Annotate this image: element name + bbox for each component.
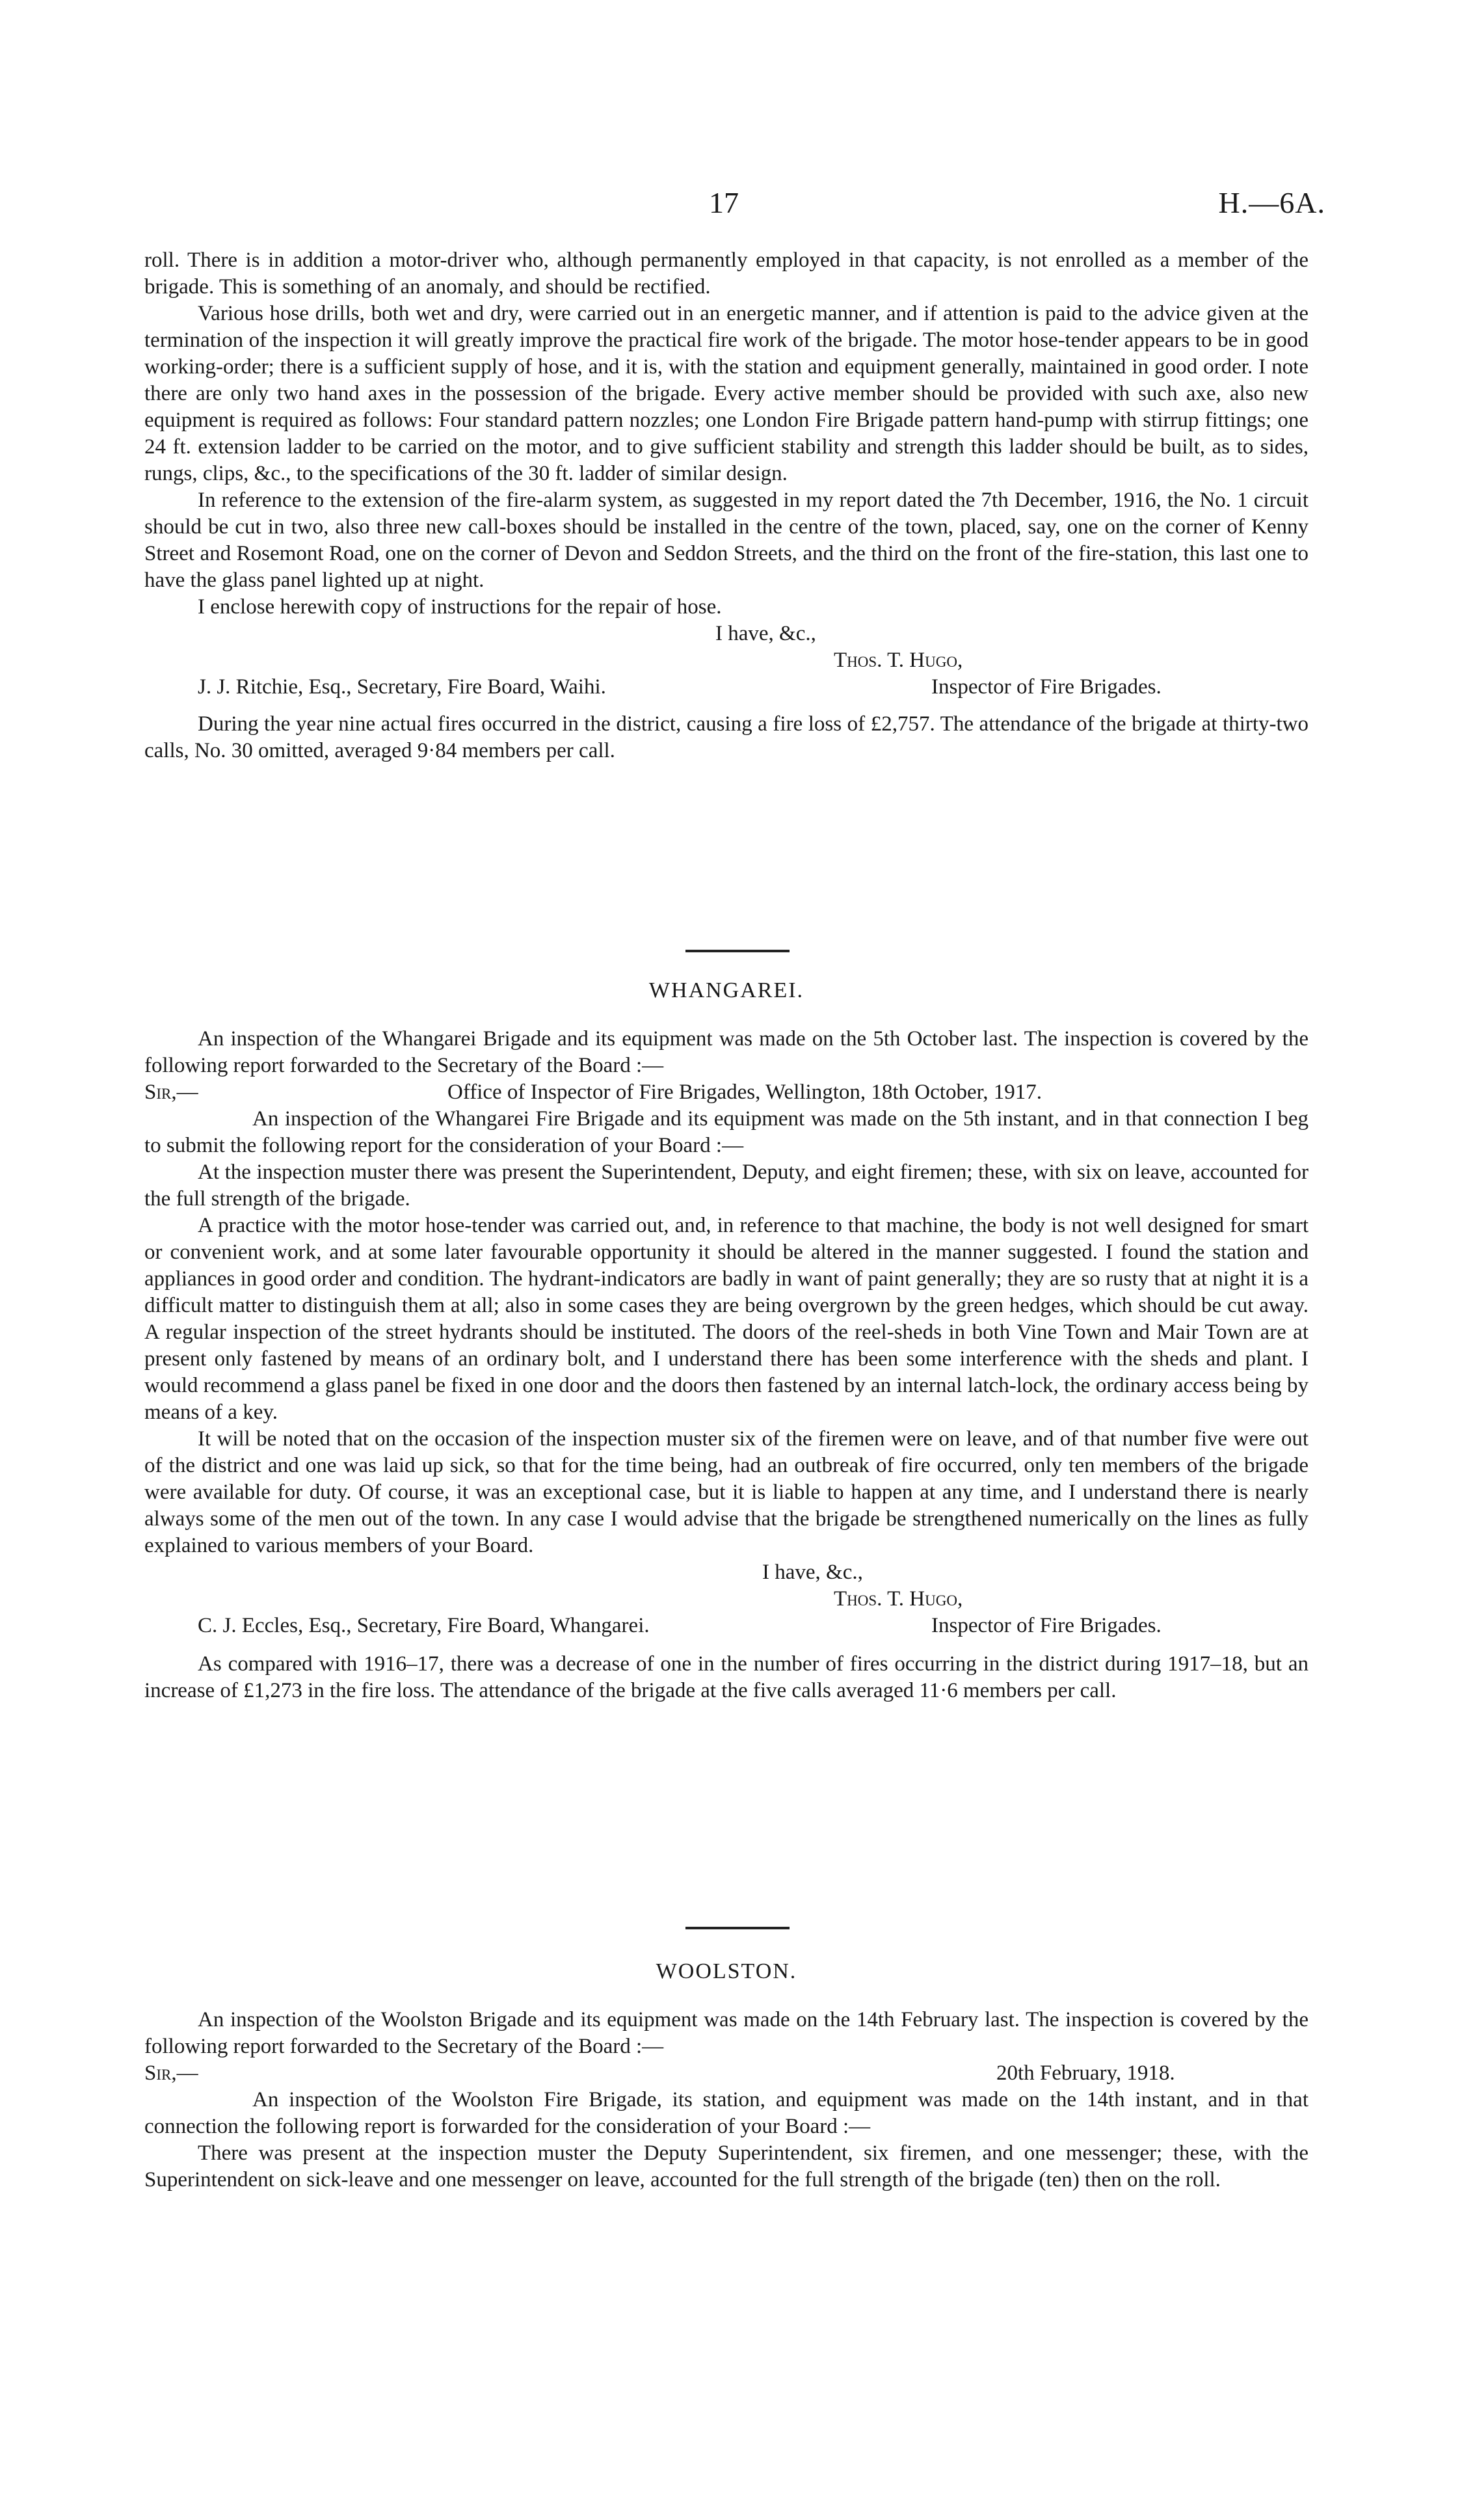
woolston-date-line: 20th February, 1918. <box>996 2061 1175 2085</box>
woolston-intro: An inspection of the Woolston Brigade and its equipment was made on the 14th February last. The inspection is covered by the following report forwarded to the Secretary of the Board :— <box>144 2008 1309 2058</box>
waihi-section <box>144 247 1309 764</box>
waihi-paragraph-3: In reference to the extension of the fire-alarm system, as suggested in my report dated the 7th December, 1916, the No. 1 circuit should be cut in two, also three new call-boxes should be installed in the centre of the town, placed, say, one on the corner of Kenny Street and Rosemont Road, one on the corner of Devon and Seddon Streets, and the third on the front of the fire-station, this last one to have the glass panel lighted up at night. <box>144 489 1309 592</box>
whangarei-paragraph-3: A practice with the motor hose-tender was carried out, and, in reference to that machine, the body is not well designed for smart or convenient work, and at some later favourable opportunity it should be altered in the manner suggested. I found the station and appliances in good order and condition. The hydrant-indicators are badly in want of paint generally; they are so rusty that at night it is a difficult matter to distinguish them at all; also in some cases they are being overgrown by the green hedges, which should be cut away. A regular inspection of the street hydrants should be instituted. The doors of the reel-sheds in both Vine Town and Mair Town are at present only fastened by means of an ordinary bolt, and I understand there has been some interference with the sheds and plant. I would recommend a glass panel be fixed in one door and the doors then fastened by an internal latch-lock, the ordinary access being by means of a key. <box>144 1214 1309 1424</box>
section-divider-1 <box>0 950 1475 952</box>
divider-rule <box>685 950 790 952</box>
whangarei-closing-row <box>144 1559 1309 1586</box>
whangarei-paragraph-4: It will be noted that on the occasion of the inspection muster six of the firemen were on leave, and of that number five were out of the district and one was laid up sick, so that for the time being, had an outbreak of fire occurred, only ten members of the brigade were available for duty. Of course, it was an exceptional case, but it is liable to happen at any time, and I understand there is nearly always some of the men out of the town. In any case I would advise that the brigade be strengthened numerically on the lines as fully explained to various members of your Board. <box>144 1427 1309 1557</box>
woolston-salutation: Sir,— <box>144 2061 198 2085</box>
page-number: 17 <box>709 186 739 219</box>
whangarei-section <box>144 977 1309 1704</box>
waihi-signer-row <box>144 647 1309 674</box>
waihi-paragraph-4: I enclose herewith copy of instructions for the repair of hose. <box>198 595 722 619</box>
divider-rule <box>685 1927 790 1929</box>
waihi-summary: During the year nine actual fires occurred in the district, causing a fire loss of £2,757. The attendance of the brigade at thirty-two calls, No. 30 omitted, averaged 9·84 members per call. <box>144 712 1309 762</box>
woolston-heading: WOOLSTON. <box>656 1959 797 1983</box>
whangarei-letterhead-row <box>144 1079 1309 1106</box>
waihi-closing-row <box>144 621 1309 647</box>
waihi-addressee-row <box>144 674 1309 701</box>
woolston-letterhead-row <box>144 2060 1309 2087</box>
whangarei-signer-title: Inspector of Fire Brigades. <box>931 1614 1162 1637</box>
whangarei-intro: An inspection of the Whangarei Brigade and its equipment was made on the 5th October last. The inspection is covered by the following report forwarded to the Secretary of the Board :— <box>144 1027 1309 1077</box>
woolston-paragraph-1: An inspection of the Woolston Fire Brigade, its station, and equipment was made on the 14th instant, and in that connection the following report is forwarded for the consideration of your Board :— <box>144 2088 1309 2138</box>
waihi-signer: Thos. T. Hugo, <box>834 649 963 672</box>
woolston-paragraph-2: There was present at the inspection muster the Deputy Superintendent, six firemen, and one messenger; these, with the Superintendent on sick-leave and one messenger on leave, accounted for the full strength of the brigade (ten) then on the roll. <box>144 2141 1309 2192</box>
woolston-section <box>144 1958 1309 2193</box>
whangarei-paragraph-1: An inspection of the Whangarei Fire Brigade and its equipment was made on the 5th instant, and in that connection I beg to submit the following report for the consideration of your Board :— <box>144 1107 1309 1157</box>
whangarei-summary: As compared with 1916–17, there was a decrease of one in the number of fires occurring in the district during 1917–18, but an increase of £1,273 in the fire loss. The attendance of the brigade at the five calls averaged 11·6 members per call. <box>144 1652 1309 1702</box>
document-reference: H.—6A. <box>1218 186 1325 219</box>
section-divider-2 <box>0 1927 1475 1929</box>
whangarei-signer-row <box>144 1586 1309 1613</box>
waihi-signer-title: Inspector of Fire Brigades. <box>931 675 1162 699</box>
whangarei-paragraph-2: At the inspection muster there was present the Superintendent, Deputy, and eight firemen; these, with six on leave, accounted for the full strength of the brigade. <box>144 1160 1309 1211</box>
waihi-paragraph-2: Various hose drills, both wet and dry, were carried out in an energetic manner, and if attention is paid to the advice given at the termination of the inspection it will greatly improve the practical fire work of the brigade. The motor hose-tender appears to be in good working-order; there is a sufficient supply of hose, and it is, with the station and equipment generally, maintained in good order. I note there are only two hand axes in the possession of the brigade. Every active member should be provided with such axe, also new equipment is required as follows: Four standard pattern nozzles; one London Fire Brigade pattern hand-pump with stirrup fittings; one 24 ft. extension ladder to be carried on the motor, and to give sufficient stability and strength this ladder should be built, as to sides, rungs, clips, &c., to the specifications of the 30 ft. ladder of similar design. <box>144 302 1309 485</box>
whangarei-heading: WHANGAREI. <box>648 978 804 1002</box>
waihi-addressee: J. J. Ritchie, Esq., Secretary, Fire Board, Waihi. <box>198 675 606 699</box>
whangarei-addressee: C. J. Eccles, Esq., Secretary, Fire Board, Whangarei. <box>198 1614 650 1637</box>
waihi-closing: I have, &c., <box>715 622 816 645</box>
whangarei-office-line: Office of Inspector of Fire Brigades, Wellington, 18th October, 1917. <box>447 1080 1043 1104</box>
whangarei-signer: Thos. T. Hugo, <box>834 1587 963 1611</box>
whangarei-addressee-row <box>144 1613 1309 1639</box>
whangarei-closing: I have, &c., <box>762 1561 863 1584</box>
whangarei-salutation: Sir,— <box>144 1080 198 1104</box>
waihi-paragraph-1: roll. There is in addition a motor-driver who, although permanently employed in that capacity, is not enrolled as a member of the brigade. This is something of an anomaly, and should be rectified. <box>144 248 1309 299</box>
